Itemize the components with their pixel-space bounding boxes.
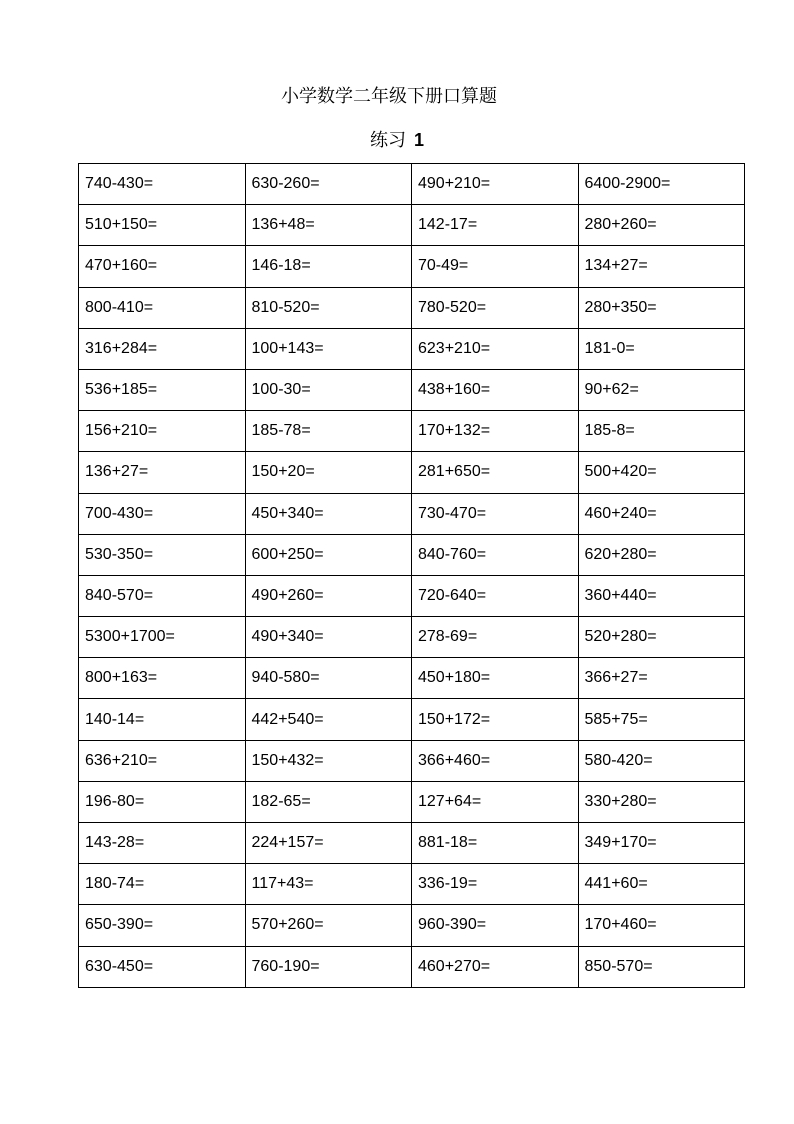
table-row [79, 699, 745, 740]
problem-cell: 630-450= [79, 946, 246, 987]
problem-cell: 460+270= [412, 946, 579, 987]
table-row [79, 411, 745, 452]
problem-cell: 460+240= [578, 493, 745, 534]
problem-cell: 196-80= [79, 781, 246, 822]
problem-cell: 182-65= [245, 781, 412, 822]
problems-table [78, 163, 745, 988]
problem-cell: 280+350= [578, 287, 745, 328]
problem-cell: 600+250= [245, 534, 412, 575]
exercise-number: 1 [413, 130, 424, 150]
problem-cell: 142-17= [412, 205, 579, 246]
table-row [79, 493, 745, 534]
problem-cell: 90+62= [578, 369, 745, 410]
problem-cell: 438+160= [412, 369, 579, 410]
problem-cell: 840-760= [412, 534, 579, 575]
problem-cell: 156+210= [79, 411, 246, 452]
problem-cell: 620+280= [578, 534, 745, 575]
problem-cell: 185-78= [245, 411, 412, 452]
problem-cell: 70-49= [412, 246, 579, 287]
exercise-label: 练习 [369, 130, 406, 151]
problem-cell: 580-420= [578, 740, 745, 781]
problem-cell: 510+150= [79, 205, 246, 246]
problem-cell: 143-28= [79, 823, 246, 864]
problem-cell: 760-190= [245, 946, 412, 987]
table-row [79, 328, 745, 369]
page-title-text: 小学数学二年级下册口算题 [281, 86, 497, 107]
table-row [79, 617, 745, 658]
exercise-heading [0, 127, 794, 154]
problem-cell: 500+420= [578, 452, 745, 493]
problem-cell: 636+210= [79, 740, 246, 781]
problem-cell: 117+43= [245, 864, 412, 905]
problem-cell: 700-430= [79, 493, 246, 534]
problem-cell: 281+650= [412, 452, 579, 493]
problem-cell: 224+157= [245, 823, 412, 864]
problem-cell: 450+180= [412, 658, 579, 699]
problem-cell: 366+27= [578, 658, 745, 699]
problem-cell: 940-580= [245, 658, 412, 699]
problem-cell: 349+170= [578, 823, 745, 864]
table-row [79, 575, 745, 616]
problem-cell: 730-470= [412, 493, 579, 534]
problem-cell: 185-8= [578, 411, 745, 452]
problem-cell: 146-18= [245, 246, 412, 287]
table-row [79, 369, 745, 410]
problem-cell: 800-410= [79, 287, 246, 328]
problem-cell: 127+64= [412, 781, 579, 822]
problem-cell: 100-30= [245, 369, 412, 410]
problem-cell: 490+260= [245, 575, 412, 616]
problem-cell: 570+260= [245, 905, 412, 946]
problem-cell: 134+27= [578, 246, 745, 287]
problem-cell: 330+280= [578, 781, 745, 822]
table-row [79, 823, 745, 864]
problem-cell: 150+172= [412, 699, 579, 740]
problem-cell: 316+284= [79, 328, 246, 369]
table-row [79, 946, 745, 987]
problem-cell: 6400-2900= [578, 164, 745, 205]
problem-cell: 140-14= [79, 699, 246, 740]
problem-cell: 881-18= [412, 823, 579, 864]
problem-cell: 530-350= [79, 534, 246, 575]
problem-cell: 278-69= [412, 617, 579, 658]
page-title [0, 84, 794, 110]
table-row [79, 164, 745, 205]
table-row [79, 246, 745, 287]
table-row [79, 905, 745, 946]
table-row [79, 781, 745, 822]
problem-cell: 810-520= [245, 287, 412, 328]
table-row [79, 287, 745, 328]
problem-cell: 450+340= [245, 493, 412, 534]
problem-cell: 5300+1700= [79, 617, 246, 658]
problem-cell: 585+75= [578, 699, 745, 740]
table-row [79, 205, 745, 246]
problem-cell: 490+340= [245, 617, 412, 658]
table-row [79, 534, 745, 575]
problem-cell: 360+440= [578, 575, 745, 616]
problem-cell: 780-520= [412, 287, 579, 328]
problem-cell: 630-260= [245, 164, 412, 205]
table-row [79, 658, 745, 699]
table-row [79, 740, 745, 781]
problem-cell: 100+143= [245, 328, 412, 369]
problem-cell: 800+163= [79, 658, 246, 699]
problem-cell: 442+540= [245, 699, 412, 740]
problem-cell: 850-570= [578, 946, 745, 987]
problem-cell: 650-390= [79, 905, 246, 946]
problem-cell: 170+132= [412, 411, 579, 452]
problem-cell: 150+432= [245, 740, 412, 781]
problem-cell: 740-430= [79, 164, 246, 205]
problem-cell: 960-390= [412, 905, 579, 946]
problem-cell: 623+210= [412, 328, 579, 369]
problem-cell: 720-640= [412, 575, 579, 616]
problem-cell: 181-0= [578, 328, 745, 369]
problem-cell: 136+27= [79, 452, 246, 493]
problem-cell: 490+210= [412, 164, 579, 205]
problem-cell: 136+48= [245, 205, 412, 246]
problem-cell: 520+280= [578, 617, 745, 658]
problem-cell: 536+185= [79, 369, 246, 410]
problem-cell: 336-19= [412, 864, 579, 905]
problem-cell: 280+260= [578, 205, 745, 246]
table-row [79, 864, 745, 905]
problems-table-body [79, 164, 745, 988]
problem-cell: 180-74= [79, 864, 246, 905]
problem-cell: 366+460= [412, 740, 579, 781]
problem-cell: 840-570= [79, 575, 246, 616]
table-row [79, 452, 745, 493]
problem-cell: 150+20= [245, 452, 412, 493]
problem-cell: 441+60= [578, 864, 745, 905]
problem-cell: 170+460= [578, 905, 745, 946]
problem-cell: 470+160= [79, 246, 246, 287]
